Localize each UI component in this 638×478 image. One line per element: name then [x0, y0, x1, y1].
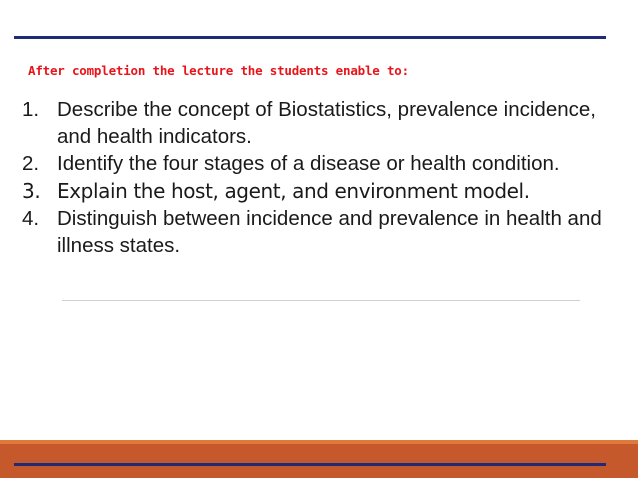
objective-item-3 [22, 177, 602, 205]
objective-text: Identify the four stages of a disease or health condition. [57, 152, 560, 175]
footer-divider [14, 463, 606, 466]
objective-number: 3. [22, 179, 41, 203]
objective-text: Explain the host, agent, and environment model. [57, 179, 530, 203]
objective-item-1 [22, 96, 602, 150]
objective-text: Distinguish between incidence and prevalence in health and illness states. [57, 207, 602, 257]
text-underline [62, 300, 580, 301]
objective-number: 4. [22, 207, 40, 230]
footer-bar [0, 440, 638, 478]
footer-highlight [0, 440, 638, 444]
top-divider [14, 36, 606, 39]
objective-text: Describe the concept of Biostatistics, prevalence incidence, and health indicators. [57, 98, 596, 148]
objective-number: 1. [22, 98, 40, 121]
slide-subtitle: After completion the lecture the students enable to: [28, 63, 409, 78]
objective-item-4 [22, 205, 602, 259]
objective-item-2 [22, 150, 602, 177]
objective-number: 2. [22, 152, 40, 175]
objectives-list [22, 96, 602, 259]
